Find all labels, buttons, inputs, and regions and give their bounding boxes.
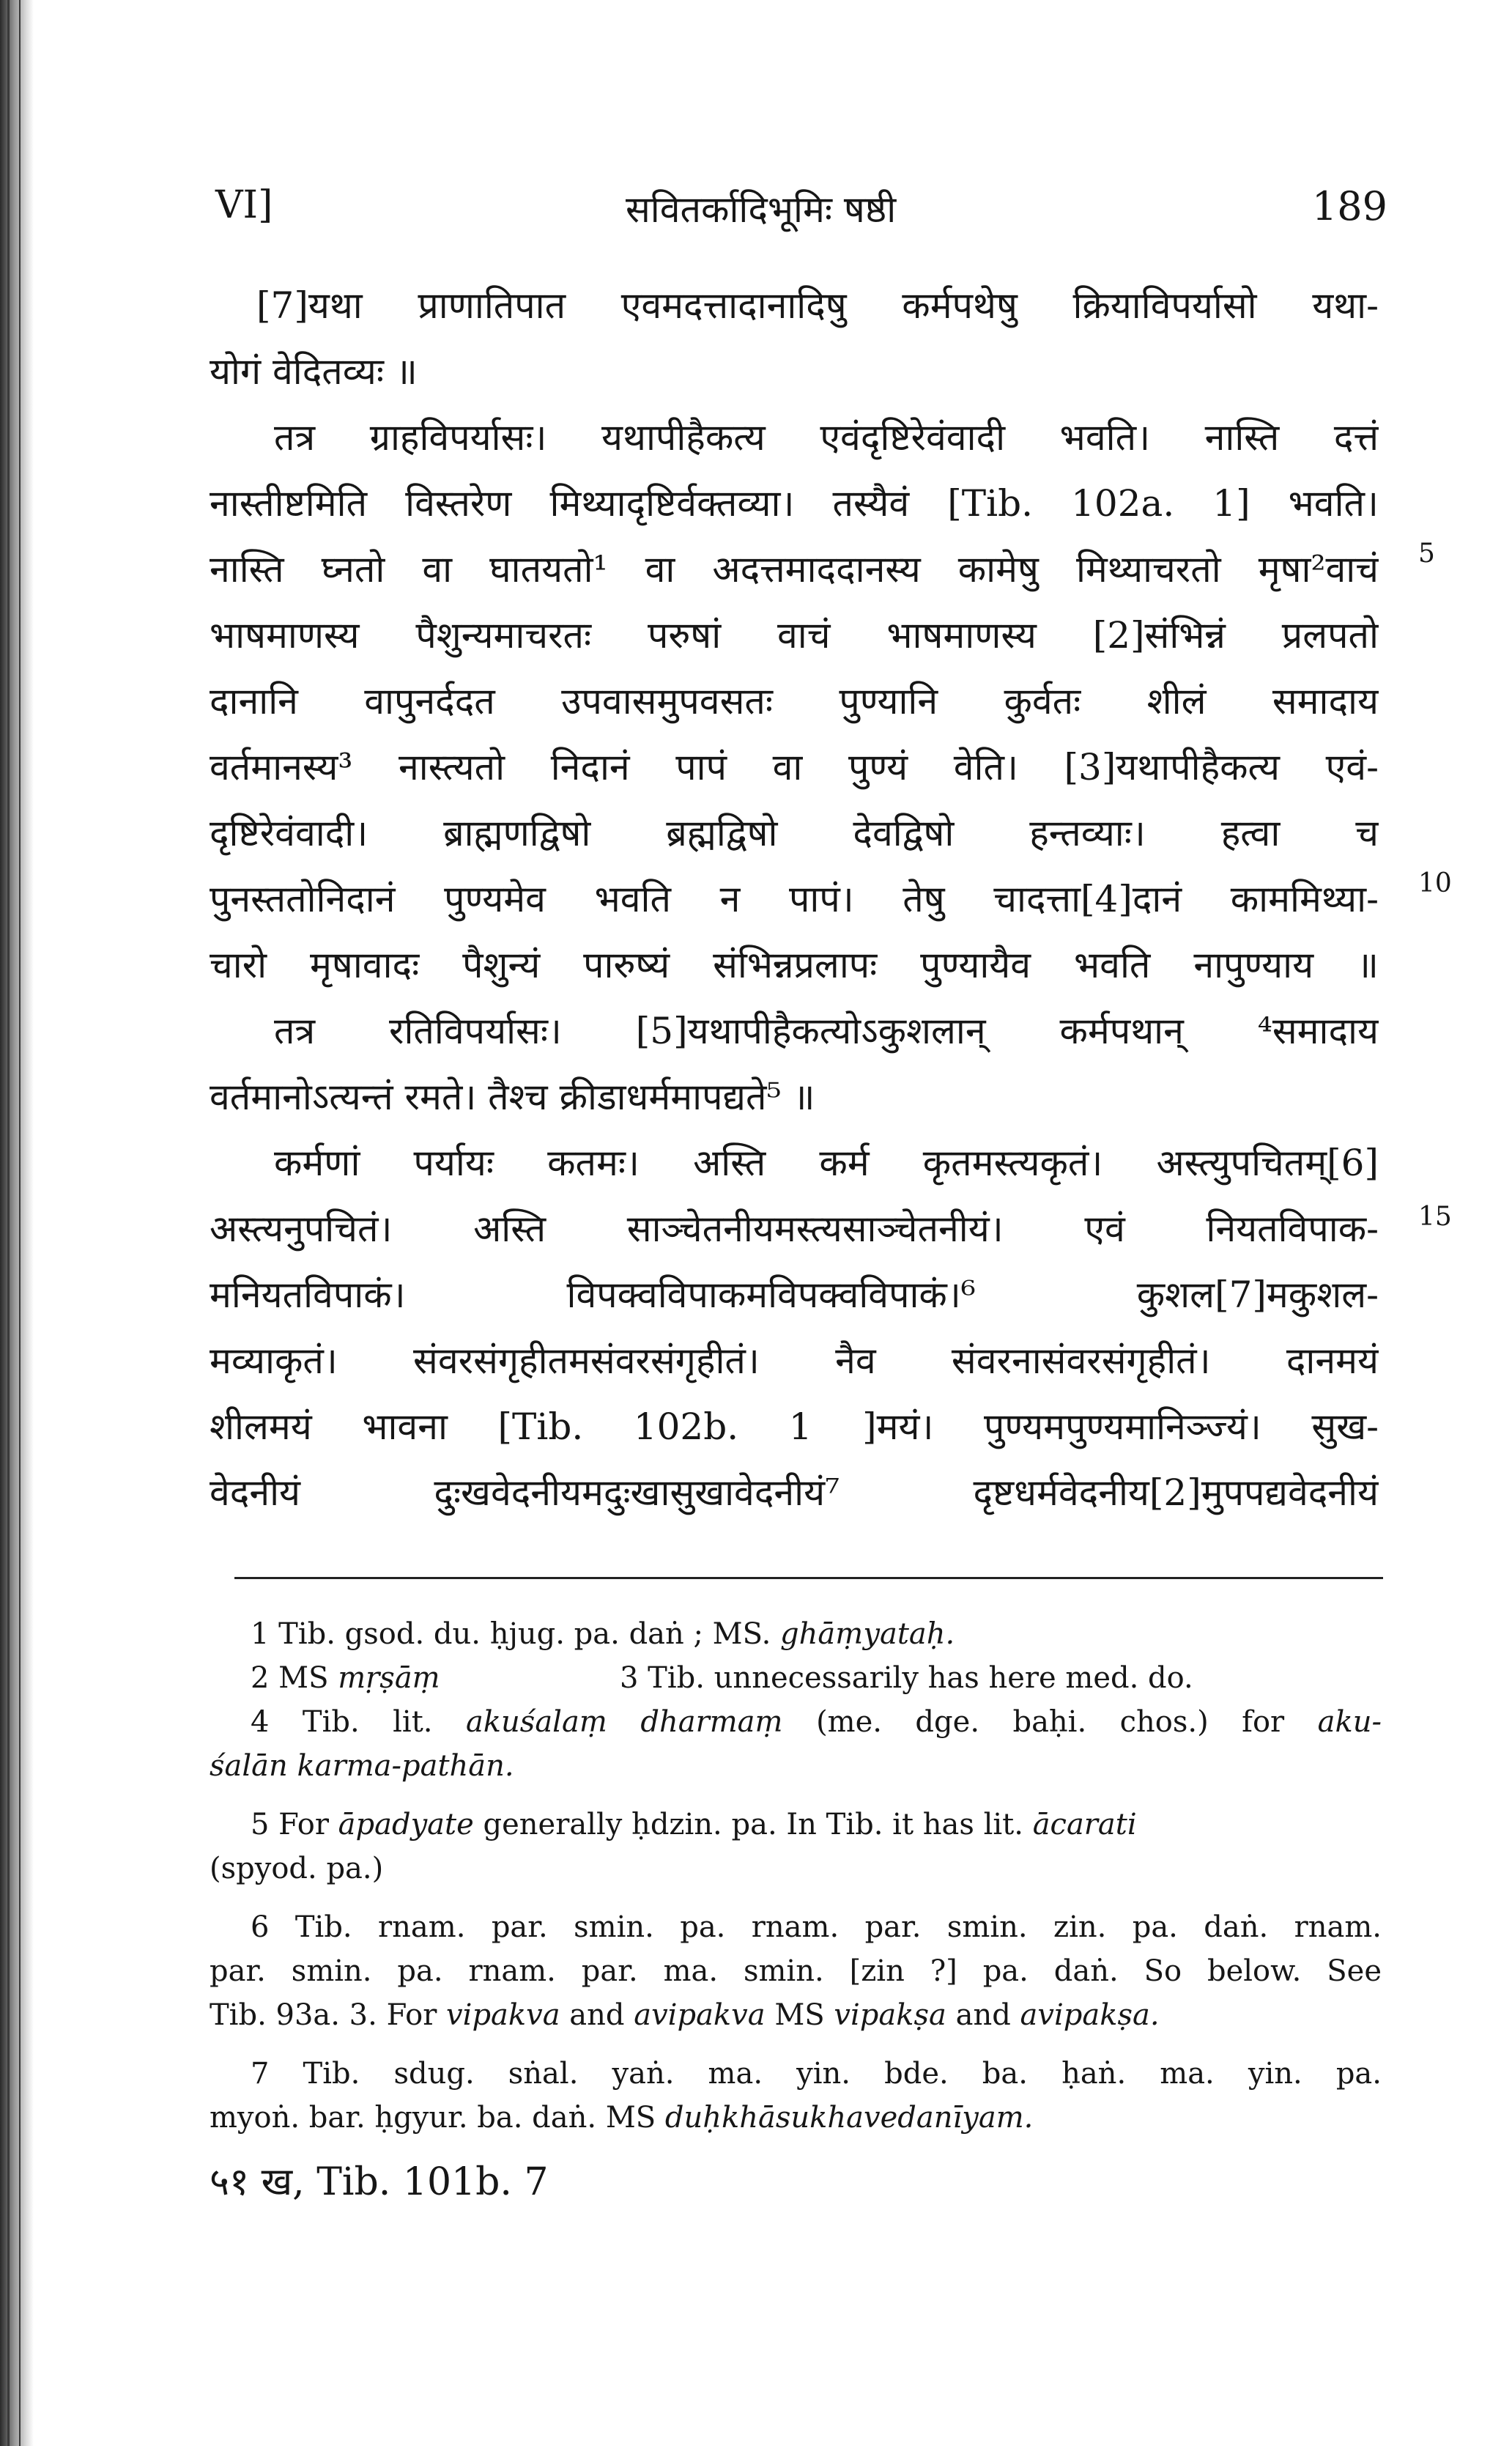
text-line: दृष्टिरेवंवादी। ब्राह्मणद्विषो ब्रह्मद्विषो देवद्विषो हन्तव्याः। हत्वा च	[210, 812, 1379, 854]
chapter-number: VI]	[215, 183, 273, 227]
text-line: वर्तमानस्य³ नास्त्यतो निदानं पापं वा पुण्यं वेति। [3]यथापीहैकत्य एवं-	[210, 746, 1379, 788]
footnote-1: 1 Tib. gsod. du. ḥjug. pa. daṅ ; MS. ghāṃyataḥ.	[251, 1617, 955, 1651]
footnote-4-cont: śalān karma-pathān.	[210, 1749, 514, 1783]
text-line: चारो मृषावादः पैशुन्यं पारुष्यं संभिन्नप्रलापः पुण्यायैव भवति नापुण्याय ॥	[210, 944, 1379, 986]
text-line: मव्याकृतं। संवरसंगृहीतमसंवरसंगृहीतं। नैव संवरनासंवरसंगृहीतं। दानमयं	[210, 1340, 1379, 1382]
folio-reference: ५१ ख, Tib. 101b. 7	[210, 2160, 549, 2204]
footnote-7: 7 Tib. sdug. sṅal. yaṅ. ma. yin. bde. ba. ḥaṅ. ma. yin. pa.	[251, 2057, 1382, 2091]
footnote-5-cont: (spyod. pa.)	[210, 1852, 384, 1885]
footnote-6-cont: par. smin. pa. rnam. par. ma. smin. [zin ?] pa. daṅ. So below. See	[210, 1954, 1382, 1988]
text-line: वर्तमानोऽत्यन्तं रमते। तैश्च क्रीडाधर्ममापद्यते⁵ ॥	[210, 1076, 815, 1118]
text-line: भाषमाणस्य पैशुन्यमाचरतः परुषां वाचं भाषमाणस्य [2]संभिन्नं प्रलपतो	[210, 614, 1379, 657]
text-line: योगं वेदितव्यः ॥	[210, 350, 418, 393]
text-line: वेदनीयं दुःखवेदनीयमदुःखासुखावेदनीयं⁷ दृष्टधर्मवेदनीय[2]मुपपद्यवेदनीयं	[210, 1471, 1379, 1514]
running-title: सवितर्कादिभूमिः षष्ठी	[626, 188, 897, 231]
text-line: तत्र रतिविपर्यासः। [5]यथापीहैकत्योऽकुशलान् कर्मपथान् ⁴समादाय	[274, 1010, 1379, 1052]
text-line: तत्र ग्राहविपर्यासः। यथापीहैकत्य एवंदृष्टिरेवंवादी भवति। नास्ति दत्तं	[274, 416, 1379, 459]
footnote-2-3	[210, 1656, 1382, 1700]
text-line: दानानि वापुनर्ददत उपवासमुपवसतः पुण्यानि कुर्वतः शीलं समादाय	[210, 680, 1379, 723]
footnote-4: 4 Tib. lit. akuśalaṃ dharmaṃ (me. dge. baḥi. chos.) for aku-	[251, 1705, 1382, 1739]
text-line: शीलमयं भावना [Tib. 102b. 1 ]मयं। पुण्यमपुण्यमानिञ्ज्यं। सुख-	[210, 1405, 1379, 1448]
footnote-3: 3 Tib. unnecessarily has here med. do.	[620, 1661, 1193, 1695]
footnote-2: 2 MS mṛṣāṃ	[251, 1661, 440, 1695]
text-line: मनियतविपाकं। विपक्वविपाकमविपक्वविपाकं।⁶ कुशल[7]मकुशल-	[210, 1274, 1379, 1316]
page-header	[215, 183, 1387, 234]
text-line: पुनस्ततोनिदानं पुण्यमेव भवति न पापं। तेषु चादत्ता[4]दानं काममिथ्या-	[210, 878, 1379, 920]
line-number: 5	[1418, 539, 1435, 569]
text-line: नास्तीष्टमिति विस्तरेण मिथ्यादृष्टिर्वक्तव्या। तस्यैवं [Tib. 102a. 1] भवति।	[210, 482, 1379, 525]
footnote-5: 5 For āpadyate generally ḥdzin. pa. In Tib. it has lit. ācarati	[251, 1808, 1137, 1841]
footnote-6-cont: Tib. 93a. 3. For vipakva and avipakva MS vipakṣa and avipakṣa.	[210, 1998, 1160, 2032]
text-line: नास्ति घ्नतो वा घातयतो¹ वा अदत्तमाददानस्य कामेषु मिथ्याचरतो मृषा²वाचं	[210, 548, 1379, 591]
binding-line	[19, 0, 21, 2446]
text-line: कर्मणां पर्यायः कतमः। अस्ति कर्म कृतमस्त्यकृतं। अस्त्युपचितम्[6]	[274, 1142, 1379, 1184]
line-number: 10	[1418, 868, 1452, 898]
footnote-separator	[234, 1577, 1383, 1579]
page-binding-edge	[0, 0, 34, 2446]
footnote-7-cont: myoṅ. bar. ḥgyur. ba. daṅ. MS duḥkhāsukhavedanīyam.	[210, 2101, 1034, 2135]
line-number: 15	[1418, 1202, 1452, 1232]
text-line: [7]यथा प्राणातिपात एवमदत्तादानादिषु कर्मपथेषु क्रियाविपर्यासो यथा-	[256, 284, 1379, 327]
text-line: अस्त्यनुपचितं। अस्ति साञ्चेतनीयमस्त्यसाञ्चेतनीयं। एवं नियतविपाक-	[210, 1208, 1379, 1250]
binding-line	[7, 0, 10, 2446]
footnote-6: 6 Tib. rnam. par. smin. pa. rnam. par. smin. zin. pa. daṅ. rnam.	[251, 1910, 1382, 1944]
page-number: 189	[1311, 183, 1387, 229]
